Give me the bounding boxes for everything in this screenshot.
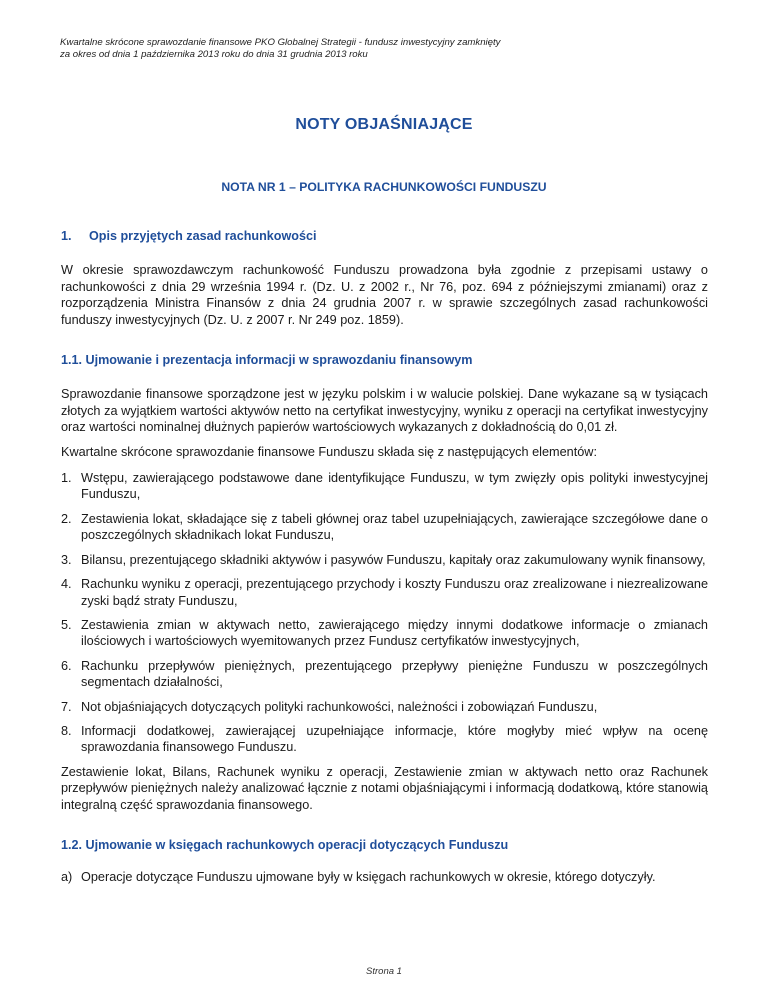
list-item <box>61 699 708 715</box>
list-marker: 3. <box>61 552 72 567</box>
section-1-2-list <box>61 869 708 885</box>
list-item-text: Wstępu, zawierającego podstawowe dane identyfikujące Funduszu, w tym zwięzły opis polityki inwestycyjnej Funduszu, <box>81 471 708 502</box>
list-item <box>61 470 708 503</box>
list-item-text: Zestawienia lokat, składające się z tabeli głównej oraz tabel uzupełniających, zawierające szczegółowe dane o poszczególnych składnikach lokat Funduszu, <box>81 511 708 543</box>
page-title: NOTY OBJAŚNIAJĄCE <box>295 116 473 133</box>
list-item <box>61 658 708 691</box>
section-1-1-heading: 1.1. Ujmowanie i prezentacja informacji w sprawozdaniu finansowym <box>61 353 473 368</box>
list-item <box>61 869 708 885</box>
list-item <box>61 576 708 609</box>
list-item <box>61 617 708 650</box>
section-1-number: 1. <box>61 229 72 243</box>
list-item <box>61 511 708 544</box>
section-1-paragraph: W okresie sprawozdawczym rachunkowość Funduszu prowadzona była zgodnie z przepisami ustawy o rachunkowości z dnia 29 września 1994 r. (Dz. U. z 2002 r., Nr 76, poz. 694 z późniejszymi zmianami) oraz z rozporządzenia Ministra Finansów z dnia 24 grudnia 2007 r. w sprawie szczególnych zasad rachunkowości funduszy inwestycyjnych (Dz. U. z 2007 r. Nr 249 poz. 1859). <box>61 263 708 327</box>
list-item-text: Rachunku przepływów pieniężnych, prezentującego przepływy pieniężne Funduszu w poszczególnych segmentach działalności, <box>81 658 708 690</box>
section-1-title: Opis przyjętych zasad rachunkowości <box>89 229 317 243</box>
list-marker: 5. <box>61 617 72 632</box>
list-marker: 8. <box>61 723 72 738</box>
list-item-text: Not objaśniających dotyczących polityki rachunkowości, należności i zobowiązań Funduszu, <box>81 699 598 714</box>
section-1-1-paragraph-2: Kwartalne skrócone sprawozdanie finansowe Funduszu składa się z następujących elementów: <box>61 444 597 459</box>
list-marker: 4. <box>61 577 72 592</box>
list-item <box>61 723 708 756</box>
document-body <box>61 228 708 894</box>
section-1-2-heading: 1.2. Ujmowanie w księgach rachunkowych operacji dotyczących Funduszu <box>61 837 509 852</box>
section-1-heading <box>61 228 708 244</box>
list-item-text: Bilansu, prezentującego składniki aktywów i pasywów Funduszu, kapitały oraz zakumulowany wynik finansowy, <box>81 552 706 567</box>
header-line-2: za okres od dnia 1 października 2013 roku do dnia 31 grudnia 2013 roku <box>60 49 368 60</box>
page-header <box>60 37 720 61</box>
elements-list <box>61 470 708 756</box>
list-item-text: Rachunku wyniku z operacji, prezentującego przychody i koszty Funduszu oraz zrealizowane i niezrealizowane zyski bądź straty Funduszu, <box>81 577 708 608</box>
section-1-1-paragraph-3: Zestawienie lokat, Bilans, Rachunek wyniku z operacji, Zestawienie zmian w aktywach netto oraz Rachunek przepływów pieniężnych należy analizować łącznie z notami objaśniającymi i informacją dodatkową, które stanowią integralną część sprawozdania finansowego. <box>61 764 708 812</box>
note-title: NOTA NR 1 – POLITYKA RACHUNKOWOŚCI FUNDUSZU <box>221 180 547 194</box>
list-marker: 6. <box>61 658 72 673</box>
list-item-text: Operacje dotyczące Funduszu ujmowane były w księgach rachunkowych w okresie, którego dotyczyły. <box>81 870 656 885</box>
list-marker: 7. <box>61 699 72 714</box>
section-1-1-paragraph-1: Sprawozdanie finansowe sporządzone jest w języku polskim i w walucie polskiej. Dane wykazane są w tysiącach złotych za wyjątkiem wartości aktywów netto na certyfikat inwestycyjny, wyniku z operacji na certyfikat inwestycyjny oraz wartości nominalnej dłużnych papierów wartościowych wykazanych z dokładnością do 0,01 zł. <box>61 387 708 435</box>
list-item-text: Informacji dodatkowej, zawierającej uzupełniające informacje, które mogłyby mieć wpływ na ocenę sprawozdania finansowego Funduszu. <box>81 723 708 755</box>
list-item-text: Zestawienia zmian w aktywach netto, zawierającego między innymi dodatkowe informacje o zmianach ilościowych i wartościowych wyemitowanych przez Fundusz certyfikatów inwestycyjnych, <box>81 617 708 649</box>
header-line-1: Kwartalne skrócone sprawozdanie finansowe PKO Globalnej Strategii - fundusz inwestycyjny zamknięty <box>60 37 501 48</box>
list-marker: a) <box>61 870 73 885</box>
list-marker: 2. <box>61 511 72 526</box>
list-marker: 1. <box>61 471 72 486</box>
page-footer: Strona 1 <box>366 966 402 977</box>
list-item <box>61 552 708 568</box>
